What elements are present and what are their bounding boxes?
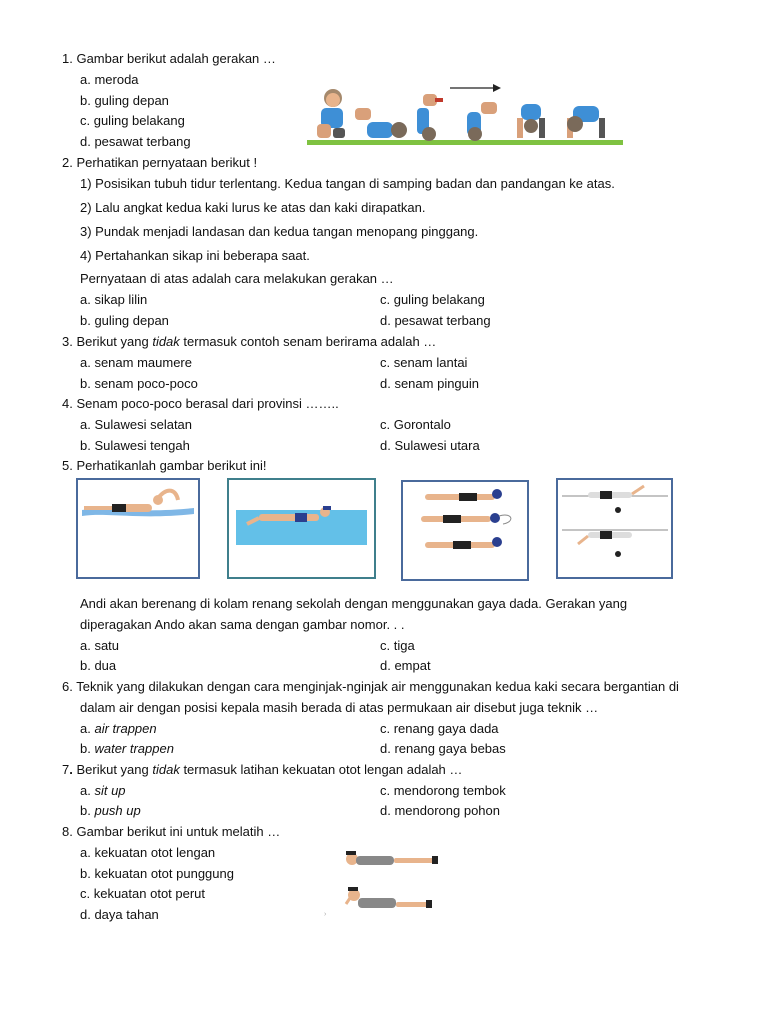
- q2-step-1: 1) Posisikan tubuh tidur terlentang. Kedua tangan di samping badan dan pandangan ke atas.: [80, 176, 615, 191]
- question-1: 1. Gambar berikut adalah gerakan …: [62, 51, 276, 66]
- q1-option-a: a. meroda: [80, 72, 139, 87]
- q2-option-d: d. pesawat terbang: [380, 313, 491, 328]
- question-8: 8. Gambar berikut ini untuk melatih …: [62, 824, 281, 839]
- swim-image-2: [227, 478, 376, 579]
- q2-option-a: a. sikap lilin: [80, 292, 148, 307]
- q7-option-a: a. sit up: [80, 783, 126, 798]
- question-3: 3. Berikut yang tidak termasuk contoh senam berirama adalah …: [62, 334, 437, 349]
- q3-option-b: b. senam poco-poco: [80, 376, 198, 391]
- swim-image-4: [556, 478, 673, 579]
- q4-option-d: d. Sulawesi utara: [380, 438, 480, 453]
- question-6-line-2: dalam air dengan posisi kepala masih berada di atas permukaan air disebut juga teknik …: [80, 700, 599, 715]
- q5-option-d: d. empat: [380, 658, 431, 673]
- q8-exercise-image: [320, 846, 445, 926]
- q7-option-b: b. push up: [80, 803, 141, 818]
- q6-option-b: b. water trappen: [80, 741, 174, 756]
- question-6-line-1: 6. Teknik yang dilakukan dengan cara menginjak-nginjak air menggunakan kedua kaki secara bergantian di: [62, 679, 679, 694]
- q2-option-c: c. guling belakang: [380, 292, 485, 307]
- q8-option-d: d. daya tahan: [80, 907, 159, 922]
- q3-option-d: d. senam pinguin: [380, 376, 480, 391]
- q2-step-4: 4) Pertahankan sikap ini beberapa saat.: [80, 248, 310, 263]
- question-7: 7. Berikut yang tidak termasuk latihan kekuatan otot lengan adalah …: [62, 762, 463, 777]
- q6-option-d: d. renang gaya bebas: [380, 741, 506, 756]
- q4-option-a: a. Sulawesi selatan: [80, 417, 193, 432]
- question-2: 2. Perhatikan pernyataan berikut !: [62, 155, 258, 170]
- swim-image-3: [401, 480, 529, 581]
- q1-option-b: b. guling depan: [80, 93, 169, 108]
- q4-option-b: b. Sulawesi tengah: [80, 438, 190, 453]
- q3-option-a: a. senam maumere: [80, 355, 192, 370]
- q5-option-b: b. dua: [80, 658, 117, 673]
- q5-paragraph-line-2: diperagakan Ando akan sama dengan gambar nomor. . .: [80, 617, 405, 632]
- q6-option-a: a. air trappen: [80, 721, 157, 736]
- q7-option-d: d. mendorong pohon: [380, 803, 500, 818]
- q2-step-3: 3) Pundak menjadi landasan dan kedua tangan menopang pinggang.: [80, 224, 479, 239]
- q3-option-c: c. senam lantai: [380, 355, 468, 370]
- q1-roll-sequence-image: [305, 78, 625, 148]
- question-4: 4. Senam poco-poco berasal dari provinsi ……..: [62, 396, 339, 411]
- q5-option-c: c. tiga: [380, 638, 415, 653]
- q4-option-c: c. Gorontalo: [380, 417, 451, 432]
- q5-paragraph-line-1: Andi akan berenang di kolam renang sekolah dengan menggunakan gaya dada. Gerakan yang: [80, 596, 628, 611]
- q2-prompt: Pernyataan di atas adalah cara melakukan gerakan …: [80, 271, 394, 286]
- q1-option-c: c. guling belakang: [80, 113, 185, 128]
- question-5: 5. Perhatikanlah gambar berikut ini!: [62, 458, 267, 473]
- q5-option-a: a. satu: [80, 638, 120, 653]
- svg-text:›: ›: [324, 911, 327, 918]
- q2-option-b: b. guling depan: [80, 313, 169, 328]
- swim-image-1: [76, 478, 200, 579]
- q1-option-d: d. pesawat terbang: [80, 134, 191, 149]
- q7-option-c: c. mendorong tembok: [380, 783, 506, 798]
- q2-step-2: 2) Lalu angkat kedua kaki lurus ke atas dan kaki dirapatkan.: [80, 200, 426, 215]
- q8-option-b: b. kekuatan otot punggung: [80, 866, 234, 881]
- q8-option-a: a. kekuatan otot lengan: [80, 845, 216, 860]
- q6-option-c: c. renang gaya dada: [380, 721, 499, 736]
- q8-option-c: c. kekuatan otot perut: [80, 886, 206, 901]
